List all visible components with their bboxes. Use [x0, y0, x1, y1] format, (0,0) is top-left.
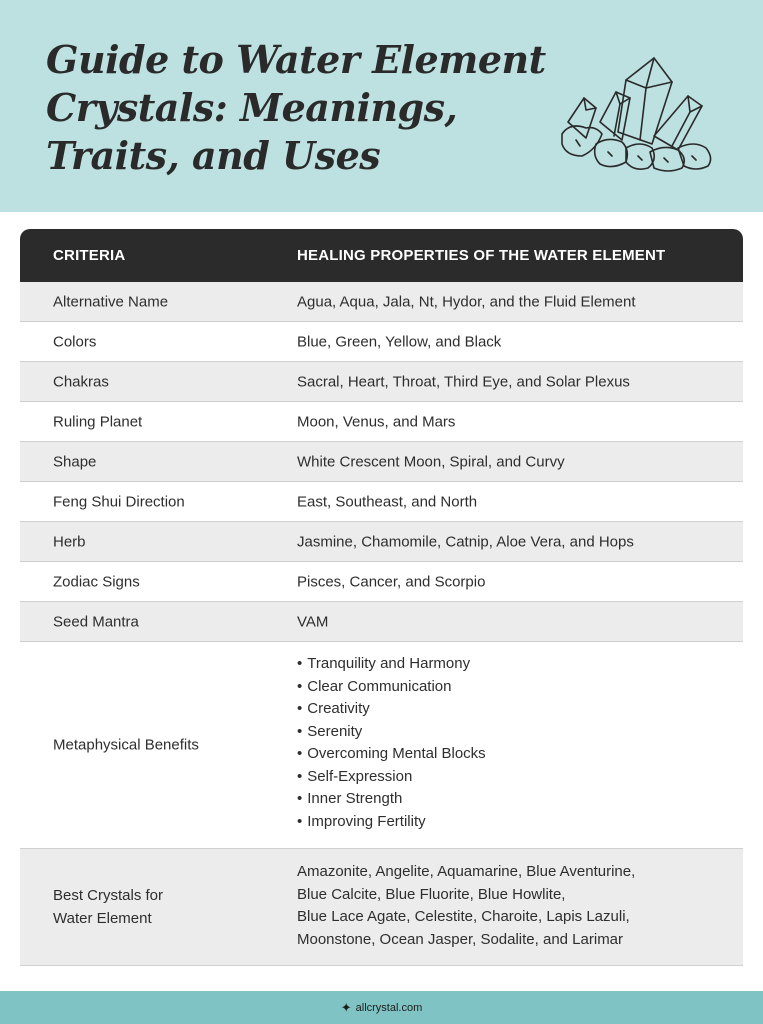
column-header-properties: HEALING PROPERTIES OF THE WATER ELEMENT [297, 247, 666, 264]
row-criteria: Feng Shui Direction [53, 493, 185, 510]
table-row [20, 482, 743, 522]
crystal-cluster-icon [556, 52, 716, 176]
row-criteria: Herb [53, 533, 86, 550]
page-header [0, 0, 763, 212]
list-item: • Serenity [297, 721, 486, 744]
table-row [20, 282, 743, 322]
row-value: East, Southeast, and North [297, 493, 478, 510]
row-criteria: Zodiac Signs [53, 573, 140, 590]
row-value: VAM [297, 613, 329, 630]
table-row [20, 442, 743, 482]
row-value: White Crescent Moon, Spiral, and Curvy [297, 453, 565, 470]
list-item: • Inner Strength [297, 788, 486, 811]
crystals-line: Blue Lace Agate, Celestite, Charoite, Lapis Lazuli, [297, 908, 630, 925]
row-value: Agua, Aqua, Jala, Nt, Hydor, and the Fluid Element [297, 293, 636, 310]
row-value: Pisces, Cancer, and Scorpio [297, 573, 486, 590]
table-row [20, 602, 743, 642]
footer-site-link[interactable]: allcrystal.com [355, 1001, 423, 1014]
table-row-crystals [20, 849, 743, 966]
row-value: Blue, Green, Yellow, and Black [297, 333, 502, 350]
list-item: • Tranquility and Harmony [297, 653, 486, 676]
table-row [20, 562, 743, 602]
row-criteria [53, 884, 163, 930]
title-line: Traits, and Uses [46, 133, 381, 178]
page-title [46, 36, 546, 180]
table-row [20, 402, 743, 442]
row-value: Jasmine, Chamomile, Catnip, Aloe Vera, and Hops [297, 533, 634, 550]
crystals-line: Amazonite, Angelite, Aquamarine, Blue Aventurine, [297, 863, 636, 880]
list-item: • Clear Communication [297, 676, 486, 699]
list-item: • Self-Expression [297, 766, 486, 789]
table-row-benefits [20, 642, 743, 849]
column-header-criteria: CRITERIA [53, 247, 126, 264]
list-item: • Improving Fertility [297, 811, 486, 834]
properties-table [20, 229, 743, 966]
criteria-line: Water Element [53, 910, 152, 927]
list-item: • Creativity [297, 698, 486, 721]
list-item: • Overcoming Mental Blocks [297, 743, 486, 766]
table-row [20, 362, 743, 402]
crystals-line: Blue Calcite, Blue Fluorite, Blue Howlite, [297, 885, 566, 903]
row-criteria: Seed Mantra [53, 613, 139, 630]
row-criteria: Ruling Planet [53, 413, 143, 430]
sparkle-icon: ✦ [340, 999, 352, 1015]
criteria-line: Best Crystals for [53, 887, 164, 904]
title-line: Guide to Water Element [46, 37, 546, 82]
benefits-list [297, 653, 486, 833]
title-line: Crystals: Meanings, [46, 85, 458, 130]
row-criteria: Colors [53, 333, 97, 350]
row-criteria: Chakras [53, 373, 109, 390]
crystals-line: Moonstone, Ocean Jasper, Sodalite, and Larimar [297, 930, 624, 948]
table-row [20, 322, 743, 362]
row-criteria: Metaphysical Benefits [53, 736, 199, 754]
row-criteria: Shape [53, 453, 97, 470]
page-footer [0, 991, 763, 1024]
row-value: Moon, Venus, and Mars [297, 413, 456, 430]
crystals-list [297, 861, 635, 951]
row-criteria: Alternative Name [53, 293, 169, 310]
row-value: Sacral, Heart, Throat, Third Eye, and Solar Plexus [297, 373, 630, 390]
table-row [20, 522, 743, 562]
table-header [20, 229, 743, 282]
